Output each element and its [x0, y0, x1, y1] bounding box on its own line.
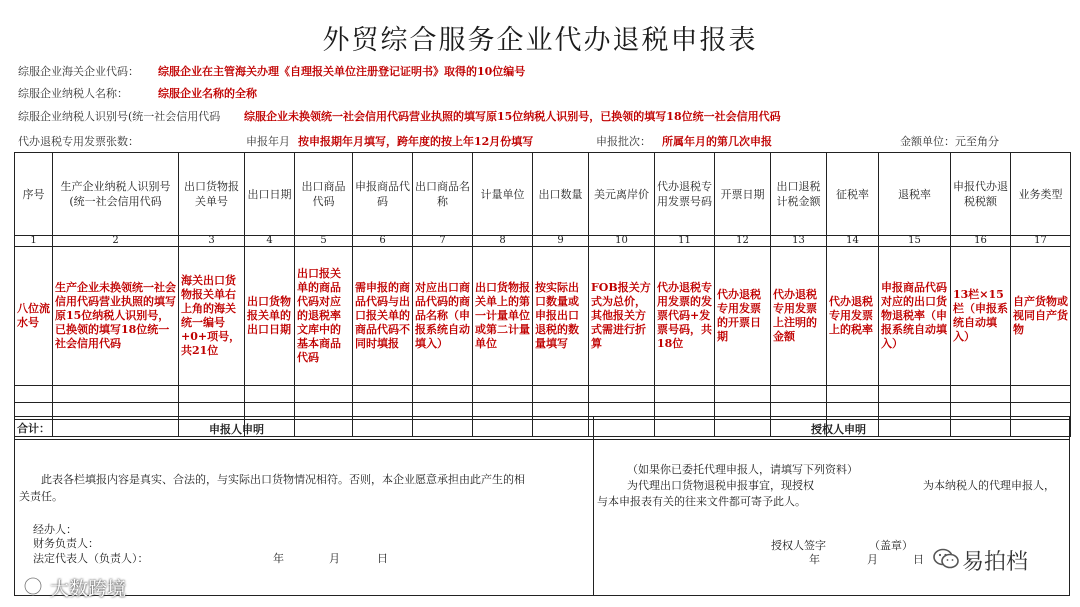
table-cell[interactable]: [1011, 386, 1071, 403]
table-cell[interactable]: [879, 386, 951, 403]
column-number: 12: [715, 236, 771, 247]
authorized-statement-tail: 为本纳税人的代理申报人，: [923, 479, 1055, 492]
customs-code-value: 综服企业在主管海关办理《自理报关单位注册登记证明书》取得的10位编号: [158, 65, 526, 78]
wechat-icon: [933, 548, 959, 570]
table-cell[interactable]: [245, 386, 295, 403]
table-cell[interactable]: [655, 386, 715, 403]
declarant-statement: 此表各栏填报内容是真实、合法的，与实际出口货物情况相符。否则，本企业愿意承担由此产生的相: [41, 473, 525, 486]
header-cell: 出口日期: [245, 153, 295, 236]
column-number: 17: [1011, 236, 1071, 247]
watermark-right: 易拍档: [962, 550, 1029, 575]
watermark-logo-icon: [22, 575, 44, 597]
header-cell: 出口货物报关单号: [179, 153, 245, 236]
empty-row: [15, 386, 1071, 403]
description-row: [15, 247, 1071, 386]
heading-divider: [15, 439, 1069, 440]
description-cell: 代办退税专用发票的发票代码+发票号码，共18位: [655, 247, 715, 386]
header-cell: 出口退税计税金额: [771, 153, 827, 236]
header-row: [15, 153, 1071, 236]
table-cell[interactable]: [473, 386, 533, 403]
declarant-statement-end: 关责任。: [19, 490, 63, 503]
column-number: 2: [53, 236, 179, 247]
authorized-heading: 授权人申明: [811, 423, 866, 436]
tax-id-label: 综服企业纳税人识别号(统一社会信用代码: [18, 110, 221, 123]
table-cell[interactable]: [715, 386, 771, 403]
table-cell[interactable]: [533, 386, 589, 403]
authorized-day: 日: [913, 553, 924, 566]
declarant-day: 日: [377, 552, 388, 565]
declarant-month: 月: [329, 552, 340, 565]
column-number: 10: [589, 236, 655, 247]
header-cell: 征税率: [827, 153, 879, 236]
period-label: 申报年月: [246, 135, 290, 148]
watermark-left: 大数跨境: [50, 578, 127, 600]
column-number: 14: [827, 236, 879, 247]
table-cell[interactable]: [179, 386, 245, 403]
table-cell[interactable]: [827, 386, 879, 403]
batch-label: 申报批次：: [596, 135, 651, 148]
column-number: 6: [353, 236, 413, 247]
handler-label: 经办人：: [33, 523, 77, 536]
column-number: 8: [473, 236, 533, 247]
authorized-statement: 为代理出口货物退税申报事宜，现授权: [627, 479, 814, 492]
section-divider: [593, 417, 594, 595]
authorized-note: （如果你已委托代理申报人，请填写下列资料）: [627, 463, 858, 476]
refund-declaration-table: [14, 152, 1071, 437]
description-cell: 生产企业未换领统一社会信用代码营业执照的填写原15位纳税人识别号，已换领的填写18位统一社会信用代码: [53, 247, 179, 386]
description-cell: 出口货物报关单上的第一计量单位或第二计量单位: [473, 247, 533, 386]
declarant-year: 年: [273, 552, 284, 565]
finance-label: 财务负责人：: [33, 537, 99, 550]
header-cell: 业务类型: [1011, 153, 1071, 236]
column-number: 4: [245, 236, 295, 247]
taxpayer-name-value: 综服企业名称的全称: [158, 87, 257, 100]
description-cell: 代办退税专用发票的开票日期: [715, 247, 771, 386]
invoice-count-label: 代办退税专用发票张数：: [18, 135, 139, 148]
description-cell: 出口报关单的商品代码对应的退税率文库中的基本商品代码: [295, 247, 353, 386]
declarant-heading: 申报人申明: [209, 423, 264, 436]
description-cell: 自产货物或视同自产货物: [1011, 247, 1071, 386]
table-cell[interactable]: [353, 386, 413, 403]
table-cell[interactable]: [413, 386, 473, 403]
header-cell: 代办退税专用发票号码: [655, 153, 715, 236]
header-cell: 序号: [15, 153, 53, 236]
description-cell: FOB报关方式为总价，其他报关方式需进行折算: [589, 247, 655, 386]
description-cell: 需申报的商品代码与出口报关单的商品代码不同时填报: [353, 247, 413, 386]
description-cell: 海关出口货物报关单右上角的海关统一编号+0+项号，共21位: [179, 247, 245, 386]
table-cell[interactable]: [951, 386, 1011, 403]
header-cell: 申报商品代码: [353, 153, 413, 236]
description-cell: 13栏×15栏（申报系统自动填入）: [951, 247, 1011, 386]
header-cell: 开票日期: [715, 153, 771, 236]
customs-code-label: 综服企业海关企业代码：: [18, 65, 139, 78]
column-number: 5: [295, 236, 353, 247]
legal-rep-label: 法定代表人（负责人）：: [33, 552, 149, 565]
table-cell[interactable]: [771, 386, 827, 403]
declaration-section: [14, 416, 1070, 596]
header-cell: 出口数量: [533, 153, 589, 236]
header-cell: 生产企业纳税人识别号(统一社会信用代码: [53, 153, 179, 236]
column-number: 11: [655, 236, 715, 247]
description-cell: 申报商品代码对应的出口货物退税率（申报系统自动填入）: [879, 247, 951, 386]
authorized-statement-end: 与本申报表有关的往来文件都可寄予此人。: [597, 495, 806, 508]
currency-unit: 金额单位：元至角分: [900, 135, 999, 148]
authorized-year: 年: [809, 553, 820, 566]
form-title: 外贸综合服务企业代办退税申报表: [322, 25, 758, 56]
column-number: 3: [179, 236, 245, 247]
taxpayer-name-label: 综服企业纳税人名称：: [18, 87, 128, 100]
header-cell: 退税率: [879, 153, 951, 236]
column-number: 7: [413, 236, 473, 247]
header-cell: 计量单位: [473, 153, 533, 236]
tax-id-value: 综服企业未换领统一社会信用代码营业执照的填写原15位纳税人识别号，已换领的填写18位统一社会信用代码: [244, 110, 781, 123]
column-number: 1: [15, 236, 53, 247]
description-cell: 八位流水号: [15, 247, 53, 386]
authorized-signature-label: 授权人签字: [771, 539, 826, 552]
table-cell[interactable]: [53, 386, 179, 403]
description-cell: 代办退税专用发票上的税率: [827, 247, 879, 386]
column-number: 9: [533, 236, 589, 247]
header-cell: 出口商品名称: [413, 153, 473, 236]
table-cell[interactable]: [295, 386, 353, 403]
header-cell: 美元离岸价: [589, 153, 655, 236]
batch-value: 所属年月的第几次申报: [662, 135, 772, 148]
column-number: 13: [771, 236, 827, 247]
column-number: 15: [879, 236, 951, 247]
period-value: 按申报期年月填写，跨年度的按上年12月份填写: [298, 135, 534, 148]
authorized-month: 月: [867, 553, 878, 566]
seal-label: （盖章）: [869, 539, 913, 552]
header-cell: 出口商品代码: [295, 153, 353, 236]
header-cell: 申报代办退税税额: [951, 153, 1011, 236]
table-cell[interactable]: [15, 386, 53, 403]
table-cell[interactable]: [589, 386, 655, 403]
description-cell: 代办退税专用发票上注明的金额: [771, 247, 827, 386]
column-number: 16: [951, 236, 1011, 247]
column-number-row: [15, 236, 1071, 247]
description-cell: 出口货物报关单的出口日期: [245, 247, 295, 386]
description-cell: 按实际出口数量或申报出口退税的数量填写: [533, 247, 589, 386]
description-cell: 对应出口商品代码的商品名称（申报系统自动填入）: [413, 247, 473, 386]
total-label: 合计：: [15, 420, 53, 437]
